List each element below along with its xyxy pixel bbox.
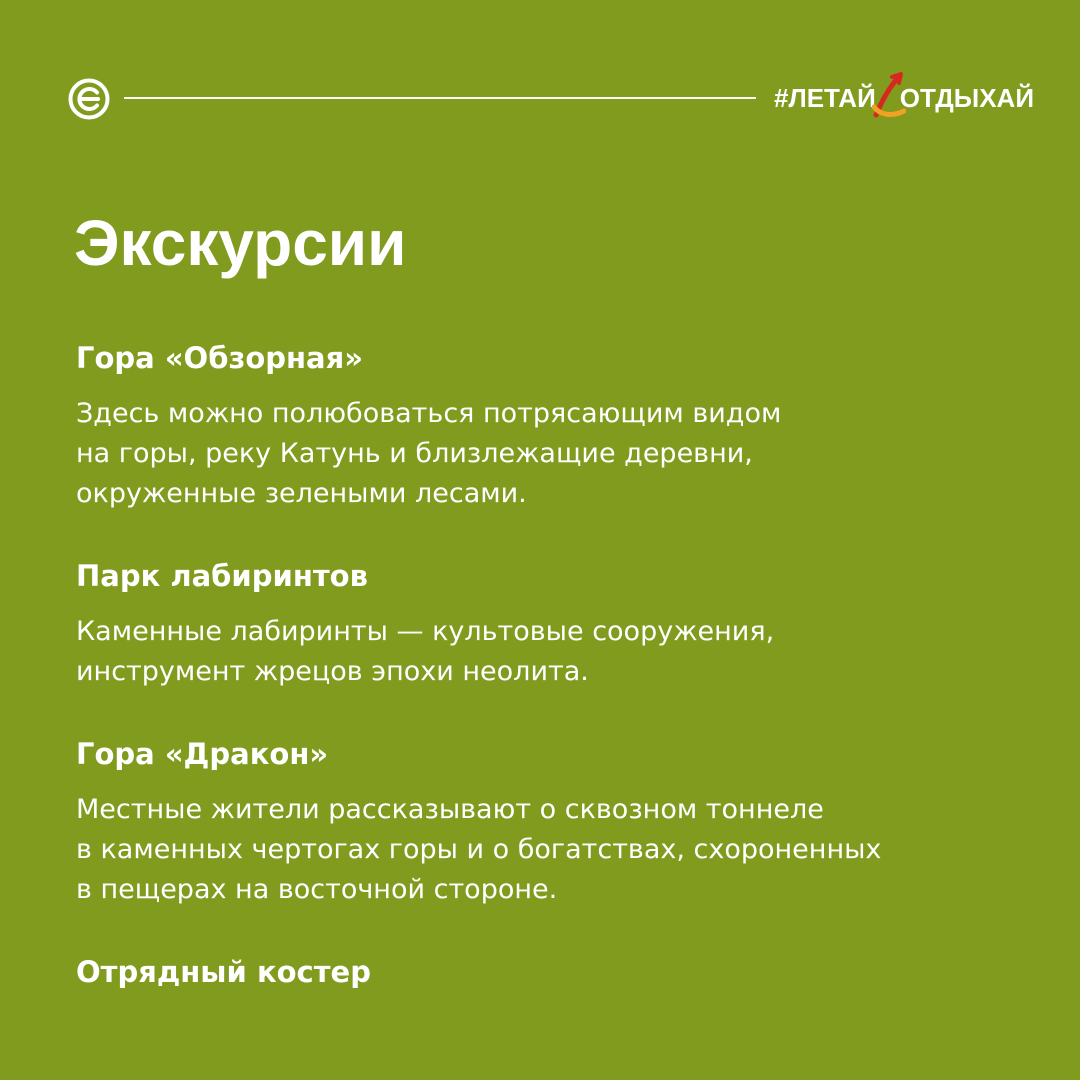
list-item	[76, 950, 1016, 994]
brand-logo-icon	[68, 78, 110, 120]
list-item	[76, 336, 1016, 514]
hashtag-right: ОТДЫХАЙ	[899, 82, 1035, 113]
list-item	[76, 554, 1016, 692]
item-title: Парк лабиринтов	[76, 559, 368, 593]
header	[68, 74, 1035, 122]
item-description: Каменные лабиринты — культовые сооружения, инструмент жрецов эпохи неолита.	[76, 616, 775, 687]
hashtag-slogan	[774, 80, 1034, 116]
excursion-list	[76, 336, 1016, 994]
list-item	[76, 732, 1016, 910]
hashtag-left: #ЛЕТАЙ	[774, 82, 876, 113]
item-title: Гора «Дракон»	[76, 737, 329, 771]
item-description: Здесь можно полюбоваться потрясающим видом на горы, реку Катунь и близлежащие деревни, окруженные зелеными лесами.	[76, 398, 782, 509]
page-title: Экскурсии	[74, 207, 407, 279]
item-title: Отрядный костер	[76, 955, 371, 989]
header-divider	[124, 97, 756, 99]
item-title: Гора «Обзорная»	[76, 341, 363, 375]
item-description: Местные жители рассказывают о сквозном тоннеле в каменных чертогах горы и о богатствах, схороненных в пещерах на восточной стороне.	[76, 794, 882, 905]
